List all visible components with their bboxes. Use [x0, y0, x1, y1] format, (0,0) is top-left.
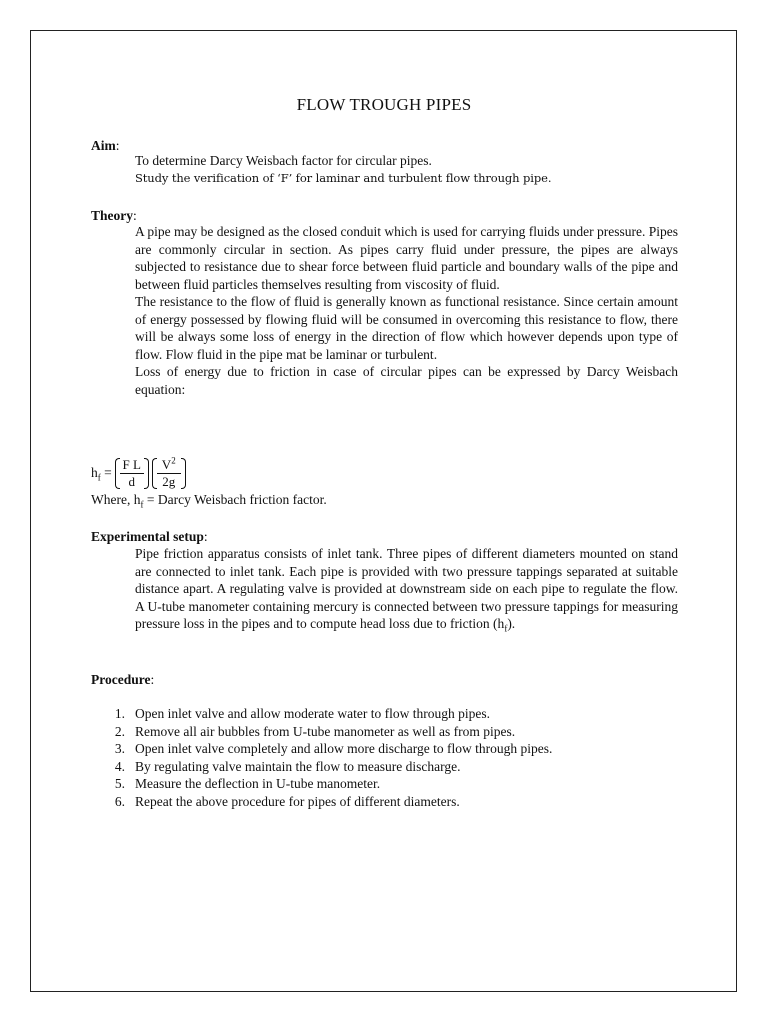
setup-heading-label: Experimental setup [91, 529, 204, 544]
where-suffix: = Darcy Weisbach friction factor. [143, 492, 327, 507]
theory-heading-label: Theory [91, 208, 133, 223]
aim-heading-label: Aim [91, 138, 116, 153]
fraction-1-numerator: F L [120, 457, 144, 474]
procedure-step-text: Repeat the above procedure for pipes of different diameters. [135, 793, 460, 809]
where-sub: f [140, 499, 144, 510]
procedure-heading: Procedure: [91, 672, 155, 687]
procedure-step-text: By regulating valve maintain the flow to measure discharge. [135, 758, 461, 774]
setup-content [135, 545, 678, 633]
procedure-step-number: 5. [114, 776, 125, 791]
procedure-step-text: Open inlet valve completely and allow more discharge to flow through pipes. [135, 741, 553, 756]
procedure-step [91, 793, 552, 811]
theory-heading: Theory: [91, 208, 137, 223]
procedure-step-text: Measure the deflection in U-tube manometer. [135, 776, 381, 791]
fraction-fl-over-d [115, 457, 149, 490]
aim-content [135, 152, 678, 187]
procedure-list [91, 705, 552, 810]
procedure-step [91, 705, 552, 723]
procedure-step [91, 723, 552, 741]
fraction-2-denominator: 2g [162, 473, 176, 489]
procedure-step-text: Remove all air bubbles from U-tube manometer as well as from pipes. [135, 723, 516, 739]
setup-paragraph [135, 545, 678, 633]
setup-text-sub: f [504, 623, 508, 634]
equation-lhs-sub: f [97, 472, 101, 483]
aim-line-2: Study the verification of ‘F’ for laminar and turbulent flow through pipe. [135, 170, 552, 185]
aim-line-1: To determine Darcy Weisbach factor for circular pipes. [135, 153, 432, 168]
where-definition [91, 491, 327, 509]
setup-heading: Experimental setup: [91, 529, 208, 544]
document-title: FLOW TROUGH PIPES [296, 95, 472, 114]
fraction-v2-over-2g [152, 457, 186, 490]
procedure-step [91, 758, 552, 776]
procedure-step [91, 740, 552, 758]
aim-heading: Aim: [91, 138, 120, 153]
procedure-step-number: 6. [114, 793, 125, 809]
procedure-step-number: 2. [114, 723, 125, 739]
where-prefix: Where, h [91, 492, 141, 507]
theory-paragraph-1: A pipe may be designed as the closed conduit which is used for carrying fluids under pressure. Pipes are commonly circular in section. As pipes carry fluid under pressure, the pipes are always subjected to resistance due to shear force between fluid particle and boundary walls of the pipe and between fluid particles themselves resulting from viscosity of fluid. [135, 224, 678, 292]
equation-equals: = [104, 465, 112, 481]
setup-text-end: ). [507, 616, 516, 631]
theory-paragraph-3: Loss of energy due to friction in case of circular pipes can be expressed by Darcy Weisbach equation: [135, 364, 678, 397]
procedure-step-number: 1. [114, 706, 125, 721]
equation-lhs [91, 464, 112, 482]
procedure-step [91, 775, 552, 793]
procedure-step-text: Open inlet valve and allow moderate water to flow through pipes. [135, 706, 491, 721]
procedure-heading-label: Procedure [91, 672, 151, 687]
fraction-1-denominator: d [128, 473, 135, 489]
fraction-2-numerator-sup: 2 [171, 455, 176, 466]
fraction-2-numerator [157, 457, 181, 474]
darcy-weisbach-equation [91, 454, 189, 492]
setup-text-main: Pipe friction apparatus consists of inlet tank. Three pipes of different diameters mounted on stand are connected to inlet tank. Each pipe is provided with two pressure tappings separated at suitable distance apart. A regulating valve is provided at downstream side on each pipe to regulate the flow. A U-tube manometer containing mercury is connected between two pressure tappings for measuring pressure loss in the pipes and to compute head loss due to friction (h [135, 546, 678, 631]
procedure-step-number: 3. [114, 741, 125, 756]
procedure-step-number: 4. [114, 758, 125, 774]
theory-content [135, 223, 678, 398]
equation-lhs-base: h [91, 465, 98, 481]
fraction-2-numerator-base: V [161, 456, 172, 472]
theory-paragraph-2: The resistance to the flow of fluid is generally known as functional resistance. Since certain amount of energy possessed by flowing fluid will be consumed in overcoming this resistance to flow, there will be always some loss of energy in the direction of flow which however depends upon type of flow. Flow fluid in the pipe mat be laminar or turbulent. [135, 294, 678, 362]
